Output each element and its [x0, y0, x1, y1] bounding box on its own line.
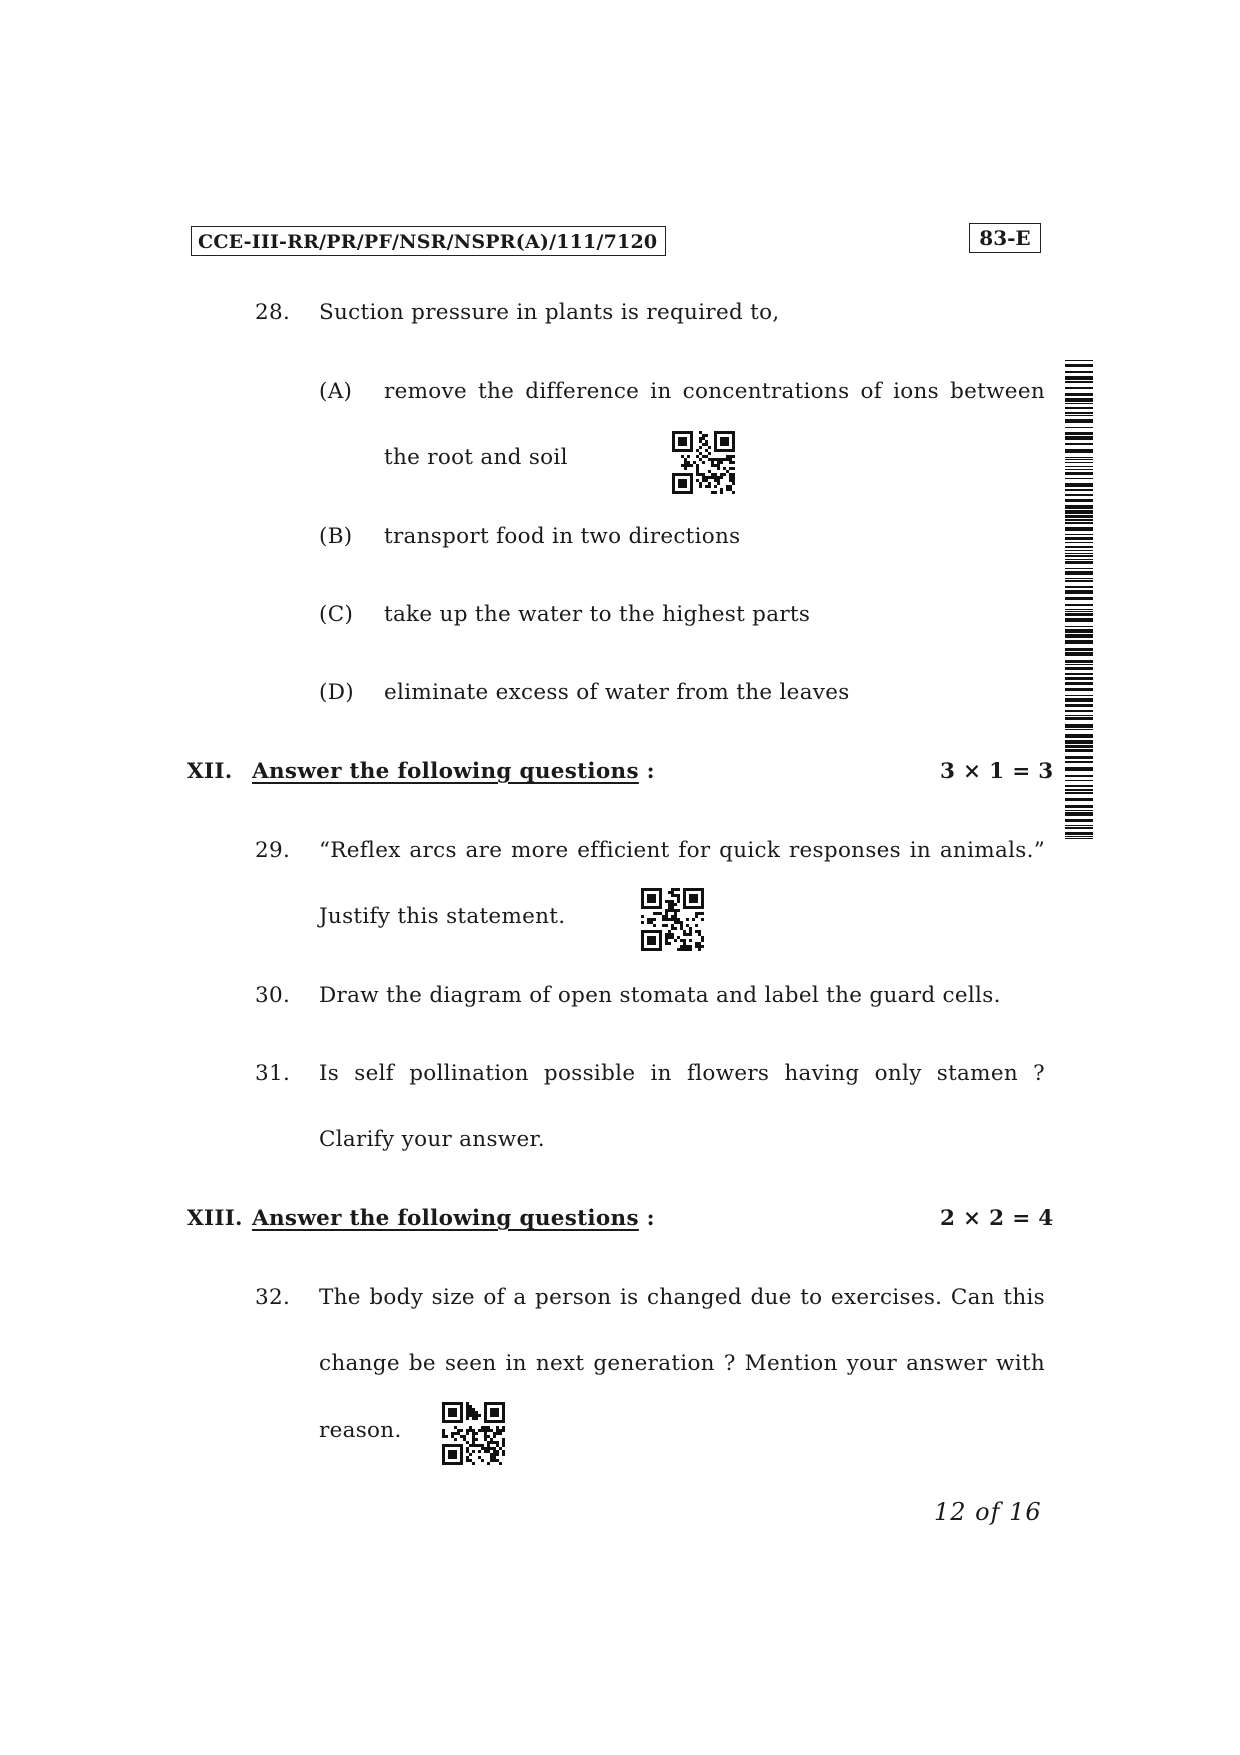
section-xii-heading-line: [252, 759, 655, 784]
qr-code-icon: [672, 427, 738, 499]
q31-number: 31.: [255, 1061, 291, 1086]
section-xiii-marks: 2 × 2 = 4: [940, 1206, 1054, 1231]
q28-option-b-text: transport food in two directions: [384, 524, 741, 549]
q28-option-a-text: remove the difference in concentrations of ions between: [384, 379, 1045, 404]
page-number: 12 of 16: [934, 1498, 1042, 1526]
section-xii-marks: 3 × 1 = 3: [940, 759, 1054, 784]
q28-stem: Suction pressure in plants is required to,: [319, 300, 780, 325]
q32-text-cont-2: reason.: [319, 1418, 402, 1443]
q28-option-a-text-cont: the root and soil: [384, 445, 568, 470]
q32-number: 32.: [255, 1285, 291, 1310]
q28-option-c-label: (C): [319, 602, 354, 627]
q29-text-cont: Justify this statement.: [319, 904, 566, 929]
q28-option-c-text: take up the water to the highest parts: [384, 602, 811, 627]
qr-code-icon: [442, 1398, 508, 1470]
section-xii-colon: :: [646, 759, 655, 784]
q32-text: The body size of a person is changed due to exercises. Can this: [319, 1285, 1045, 1310]
section-xii-heading: Answer the following questions: [252, 759, 639, 784]
section-xii-numeral: XII.: [187, 759, 233, 784]
q28-option-d-label: (D): [319, 680, 354, 705]
section-xiii-heading: Answer the following questions: [252, 1206, 639, 1231]
q31-text: Is self pollination possible in flowers having only stamen ?: [319, 1061, 1045, 1086]
barcode-icon: [1065, 360, 1093, 845]
q30-text: Draw the diagram of open stomata and label the guard cells.: [319, 983, 1001, 1008]
q28-option-b-label: (B): [319, 524, 353, 549]
section-xiii-colon: :: [646, 1206, 655, 1231]
q28-option-d-text: eliminate excess of water from the leaves: [384, 680, 850, 705]
q29-number: 29.: [255, 838, 291, 863]
q32-text-cont: change be seen in next generation ? Mention your answer with: [319, 1351, 1045, 1376]
qr-code-icon: [641, 884, 707, 956]
q29-text: “Reflex arcs are more efficient for quick responses in animals.”: [319, 838, 1045, 863]
section-xiii-heading-line: [252, 1206, 655, 1231]
paper-code-box: CCE-III-RR/PR/PF/NSR/NSPR(A)/111/7120: [191, 226, 666, 256]
section-xiii-numeral: XIII.: [187, 1206, 243, 1231]
subject-code-box: 83-E: [969, 223, 1041, 253]
q30-number: 30.: [255, 983, 291, 1008]
q28-number: 28.: [255, 300, 291, 325]
q31-text-cont: Clarify your answer.: [319, 1127, 545, 1152]
q28-option-a-label: (A): [319, 379, 353, 404]
